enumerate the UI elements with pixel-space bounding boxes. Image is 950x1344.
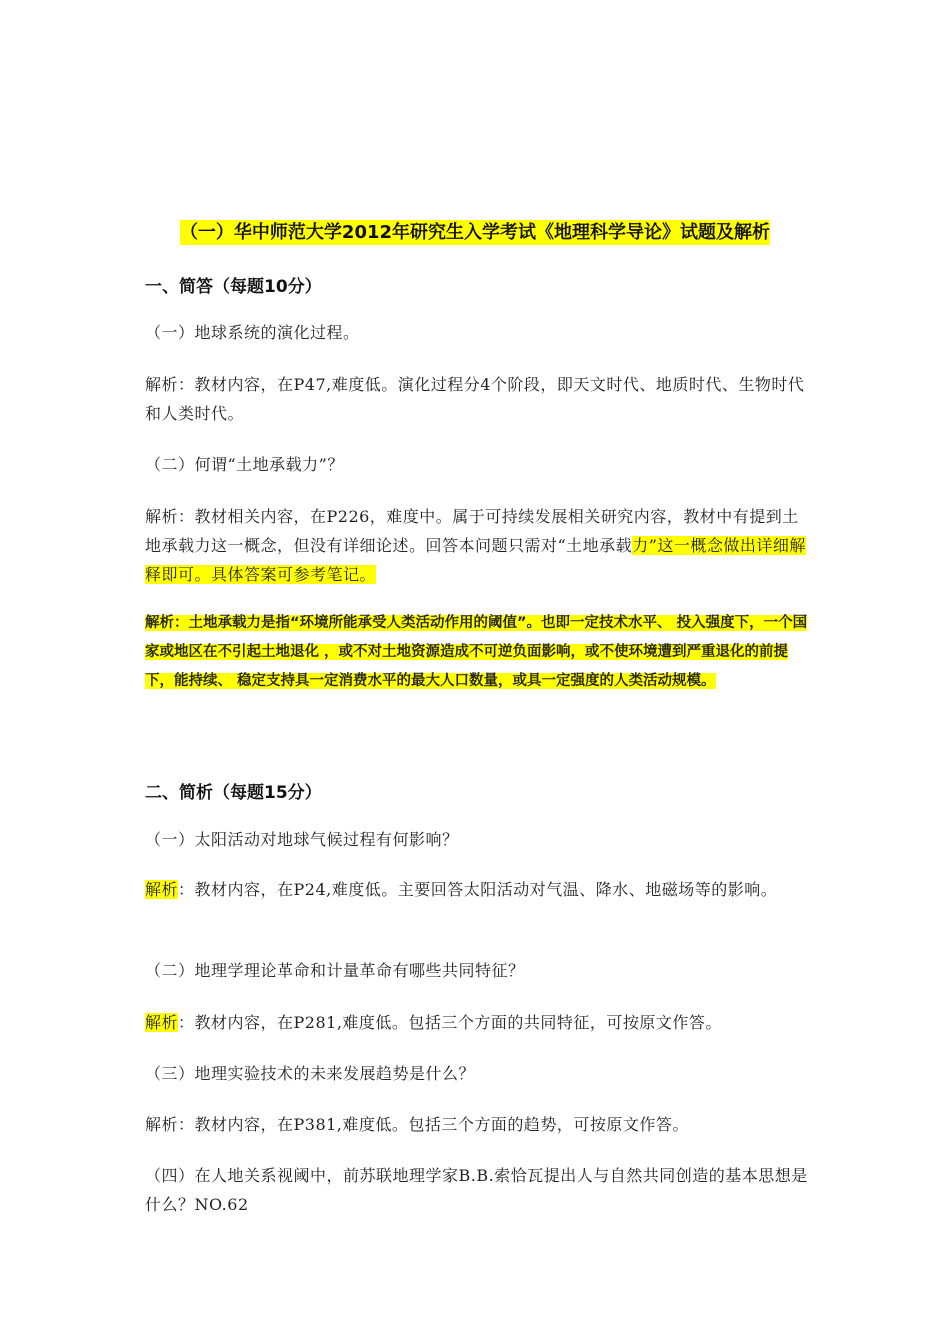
section1-answer-2-detail xyxy=(145,609,810,696)
section1-heading: 一、简答（每题10分） xyxy=(145,277,322,297)
section1-answer-2-text: 解析：教材相关内容，在P226，难度中。属于可持续发展相关研究内容，教材中有提到土地承载力这一概念，但没有详细论述。回答本问题只需对“土地承载 xyxy=(145,507,799,555)
section2-question-1: （一）太阳活动对地球气候过程有何影响？ xyxy=(145,830,459,849)
section2-answer-1 xyxy=(145,875,810,904)
section1-question-1: （一）地球系统的演化过程。 xyxy=(145,323,360,342)
answer-label-highlight: 解析 xyxy=(145,1013,179,1032)
section2-answer-3: 解析：教材内容，在P381,难度低。包括三个方面的趋势，可按原文作答。 xyxy=(145,1115,689,1134)
section1-answer-1: 解析：教材内容，在P47,难度低。演化过程分4个阶段，即天文时代、地质时代、生物时代和人类时代。 xyxy=(145,375,805,423)
section2-answer-2-text: ：教材内容，在P281,难度低。包括三个方面的共同特征，可按原文作答。 xyxy=(178,1013,722,1032)
section2-question-2: （二）地理学理论革命和计量革命有哪些共同特征？ xyxy=(145,961,525,980)
section2-heading: 二、简析（每题15分） xyxy=(145,783,322,803)
section2-question-3: （三）地理实验技术的未来发展趋势是什么？ xyxy=(145,1064,476,1083)
section1-answer-2 xyxy=(145,502,810,589)
section1-answer-2-highlight: 力”这一概念做出详细解释即可。具体答案可参考笔记。 xyxy=(145,536,806,584)
section1-answer-2-detail-text: 解析：土地承载力是指“环境所能承受人类活动作用的阈值”。也即一定技术水平、 投入强度下，一个国家或地区在不引起土地退化 ，或不对土地资源造成不可逆负面影响，或不使环境遭到严重退化的前提下，能持续、 稳定支持具一定消费水平的最大人口数量，或具一定强度的人类活动规模。 xyxy=(145,615,808,689)
document-title xyxy=(0,218,950,244)
section2-answer-1-text: ：教材内容，在P24,难度低。主要回答太阳活动对气温、降水、地磁场等的影响。 xyxy=(178,880,778,899)
section2-answer-2 xyxy=(145,1008,810,1037)
section2-question-4: （四）在人地关系视阈中，前苏联地理学家B.B.索恰瓦提出人与自然共同创造的基本思想是什么？NO.62 xyxy=(145,1166,808,1214)
answer-label-highlight: 解析 xyxy=(145,880,179,899)
section1-question-2: （二）何谓“土地承载力”？ xyxy=(145,455,344,474)
document-title-text: （一）华中师范大学2012年研究生入学考试《地理科学导论》试题及解析 xyxy=(179,222,771,243)
